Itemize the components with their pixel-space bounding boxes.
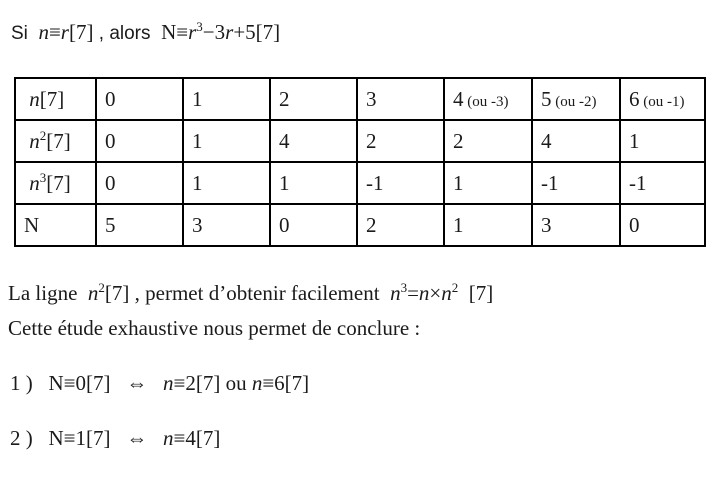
superscript-segment: 2: [451, 280, 459, 295]
text-segment: ≡6[7]: [262, 371, 310, 395]
table-row: [15, 162, 705, 204]
value-cell: [183, 204, 270, 246]
value-cell: [270, 120, 357, 162]
text-segment: (ou -2): [551, 93, 597, 110]
conclusion-item-2: [10, 423, 707, 453]
value-cell: [444, 120, 532, 162]
text-segment: 0: [279, 212, 290, 237]
text-segment: ≡: [48, 20, 61, 44]
value-cell: [444, 204, 532, 246]
text-segment: 5: [541, 86, 552, 111]
value-cell: [620, 78, 705, 120]
value-cell: [96, 204, 183, 246]
text-segment: n: [163, 371, 174, 395]
value-cell: [270, 204, 357, 246]
text-segment: n: [390, 281, 401, 305]
text-segment: 2: [279, 86, 290, 111]
text-segment: Si: [11, 23, 39, 44]
value-cell: [96, 120, 183, 162]
text-segment: n: [87, 281, 99, 305]
value-cell: [620, 204, 705, 246]
value-cell: [620, 162, 705, 204]
value-cell: [444, 78, 532, 120]
text-segment: 0: [105, 128, 116, 153]
text-segment: 1 ) N≡0[7] ⇔: [10, 371, 163, 395]
table-row: [15, 120, 705, 162]
text-segment: 0: [105, 86, 116, 111]
value-cell: [620, 120, 705, 162]
value-cell: [444, 162, 532, 204]
text-segment: r: [188, 20, 197, 44]
text-segment: n: [38, 20, 49, 44]
table-row: [15, 78, 705, 120]
text-segment: N: [24, 212, 40, 237]
text-segment: 4: [453, 86, 464, 111]
text-segment: (ou -1): [639, 93, 685, 110]
superscript-segment: 2: [39, 127, 47, 143]
superscript-segment: 3: [400, 280, 408, 295]
value-cell: [532, 78, 620, 120]
modulo-7-table: [14, 77, 706, 247]
text-segment: -1: [541, 170, 559, 195]
text-segment: -1: [366, 170, 384, 195]
text-segment: n: [29, 170, 40, 195]
text-segment: 5: [105, 212, 116, 237]
value-cell: [357, 78, 444, 120]
value-cell: [270, 162, 357, 204]
text-segment: −3: [202, 20, 226, 44]
text-segment: +5[7]: [233, 20, 281, 44]
text-segment: n: [29, 128, 40, 153]
text-segment: 3: [366, 86, 377, 111]
value-cell: [96, 78, 183, 120]
text-segment: 1: [279, 170, 290, 195]
text-segment: -1: [629, 170, 647, 195]
text-segment: N≡: [161, 20, 189, 44]
value-cell: [183, 162, 270, 204]
value-cell: [532, 120, 620, 162]
text-segment: La ligne: [8, 281, 88, 305]
value-cell: [183, 120, 270, 162]
text-segment: , alors: [93, 23, 162, 44]
text-segment: [7]: [68, 20, 94, 44]
text-segment: 0: [105, 170, 116, 195]
value-cell: [183, 78, 270, 120]
text-segment: 1: [453, 212, 464, 237]
text-segment: 2 ) N≡1[7] ⇔: [10, 426, 163, 450]
text-segment: n: [163, 426, 174, 450]
text-segment: 6: [629, 86, 640, 111]
text-segment: 3: [192, 212, 203, 237]
text-segment: 1: [192, 128, 203, 153]
text-segment: 0: [629, 212, 640, 237]
text-segment: ou: [220, 371, 252, 395]
text-segment: [7]: [46, 128, 71, 153]
row-label-cell: [15, 162, 96, 204]
text-segment: (ou -3): [463, 93, 509, 110]
text-segment: n: [418, 281, 430, 305]
text-segment: , permet d’obtenir facilement: [129, 281, 391, 305]
text-segment: 3: [541, 212, 552, 237]
text-segment: 1: [629, 128, 640, 153]
note-square-line: [8, 278, 707, 308]
text-segment: n: [441, 281, 452, 305]
row-label-cell: [15, 78, 96, 120]
intro-statement: [11, 20, 707, 45]
text-segment: 1: [453, 170, 464, 195]
text-segment: [7]: [46, 170, 71, 195]
value-cell: [270, 78, 357, 120]
conclusion-item-1: [10, 368, 707, 398]
value-cell: [532, 162, 620, 204]
superscript-segment: 2: [98, 280, 105, 295]
text-segment: 2: [366, 128, 377, 153]
text-segment: =: [407, 281, 419, 305]
superscript-segment: 3: [39, 169, 47, 185]
text-segment: n: [251, 371, 263, 395]
text-segment: [7]: [458, 281, 494, 305]
modulo-table-body: [15, 78, 705, 246]
text-segment: 2: [366, 212, 377, 237]
superscript-segment: 3: [196, 19, 203, 34]
conclusion-intro-line: Cette étude exhaustive nous permet de conclure :: [8, 316, 421, 340]
text-segment: ≡4[7]: [173, 426, 221, 450]
text-segment: 4: [279, 128, 290, 153]
text-segment: ≡2[7]: [173, 371, 221, 395]
text-segment: [7]: [104, 281, 130, 305]
value-cell: [357, 162, 444, 204]
text-segment: ×: [429, 281, 442, 305]
text-segment: r: [225, 20, 234, 44]
text-segment: 4: [541, 128, 552, 153]
text-segment: r: [60, 20, 69, 44]
text-segment: n: [29, 86, 40, 111]
value-cell: [357, 204, 444, 246]
row-label-cell: [15, 204, 96, 246]
text-segment: [7]: [39, 86, 65, 111]
table-row: [15, 204, 705, 246]
value-cell: [532, 204, 620, 246]
text-segment: 1: [192, 86, 203, 111]
value-cell: [357, 120, 444, 162]
row-label-cell: [15, 120, 96, 162]
value-cell: [96, 162, 183, 204]
text-segment: 2: [453, 128, 464, 153]
text-segment: 1: [192, 170, 203, 195]
